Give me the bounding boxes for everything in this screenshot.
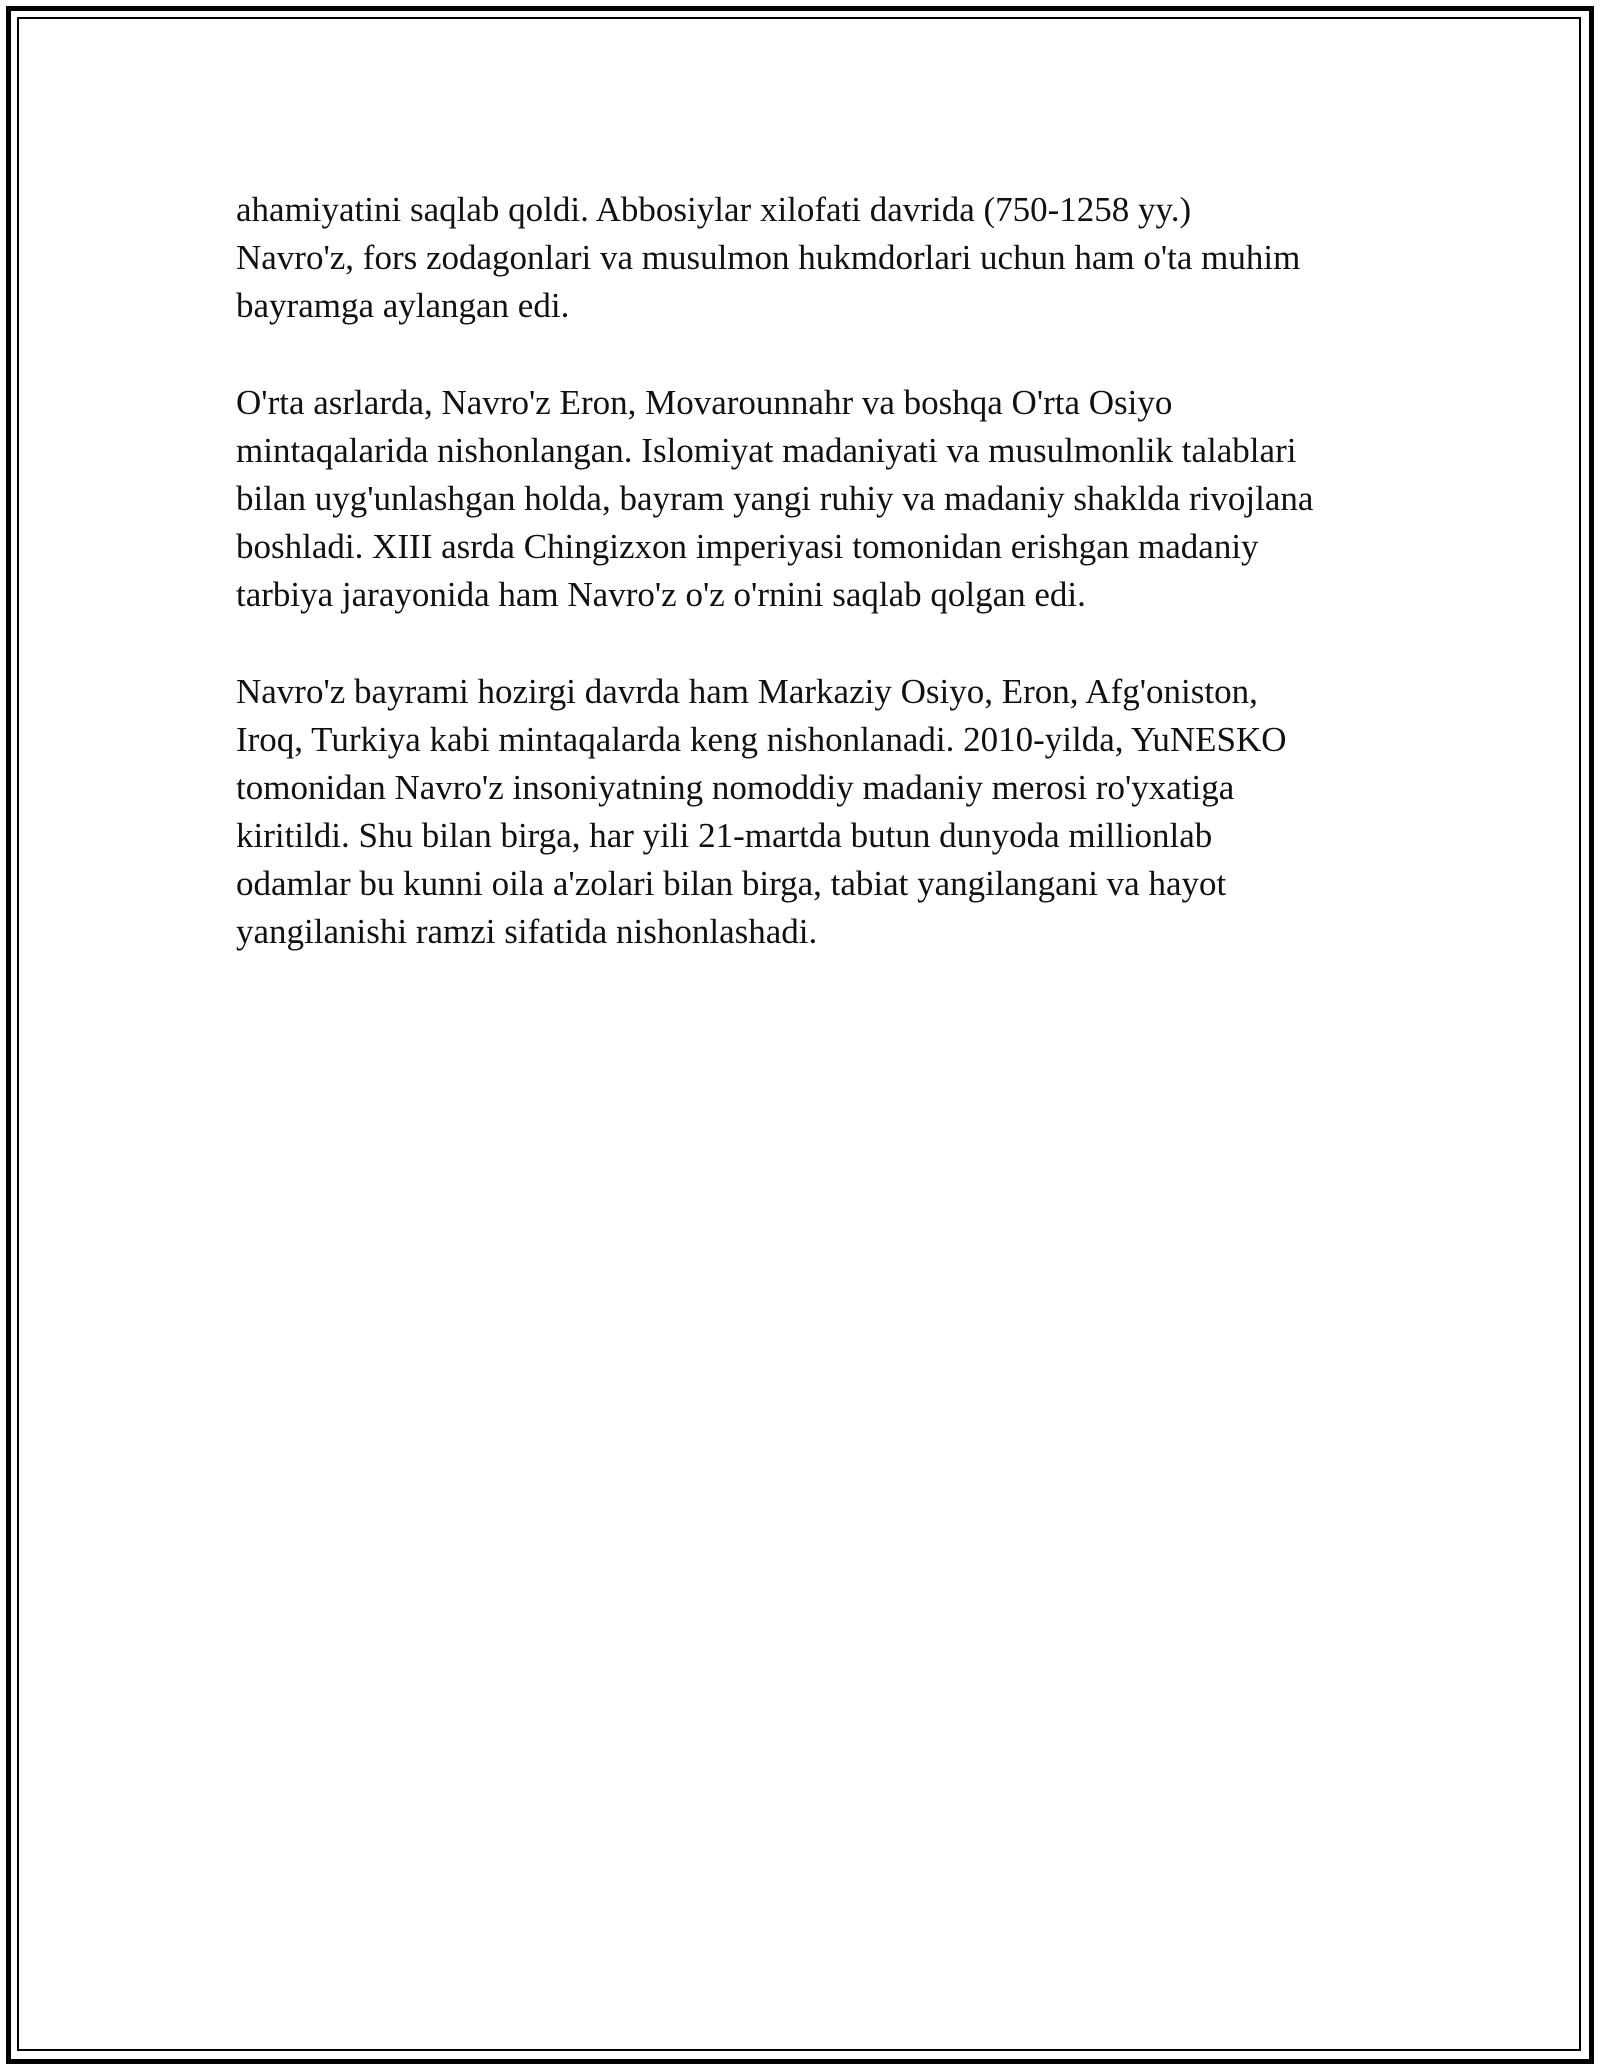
- paragraph-middle-ages: O'rta asrlarda, Navro'z Eron, Movarounnahr va boshqa O'rta Osiyo mintaqalarida nishonlangan. Islomiyat madaniyati va musulmonlik talablari bilan uyg'unlashgan holda, bayram yangi ruhiy va madaniy shaklda rivojlana boshladi. XIII asrda Chingizxon imperiyasi tomonidan erishgan madaniy tarbiya jarayonida ham Navro'z o'z o'rnini saqlab qolgan edi.: [236, 383, 1314, 614]
- document-body: [236, 186, 1396, 956]
- paragraph-abbasid-era: ahamiyatini saqlab qoldi. Abbosiylar xilofati davrida (750-1258 yy.) Navro'z, fors zodagonlari va musulmon hukmdorlari uchun ham o'ta muhim bayramga aylangan edi.: [236, 190, 1301, 325]
- paragraph-modern-day: Navro'z bayrami hozirgi davrda ham Markaziy Osiyo, Eron, Afg'oniston, Iroq, Turkiya kabi mintaqalarda keng nishonlanadi. 2010-yilda, YuNESKO tomonidan Navro'z insoniyatning nomoddiy madaniy merosi ro'yxatiga kiritildi. Shu bilan birga, har yili 21-martda butun dunyoda millionlab odamlar bu kunni oila a'zolari bilan birga, tabiat yangilangani va hayot yangilanishi ramzi sifatida nishonlashadi.: [236, 672, 1287, 951]
